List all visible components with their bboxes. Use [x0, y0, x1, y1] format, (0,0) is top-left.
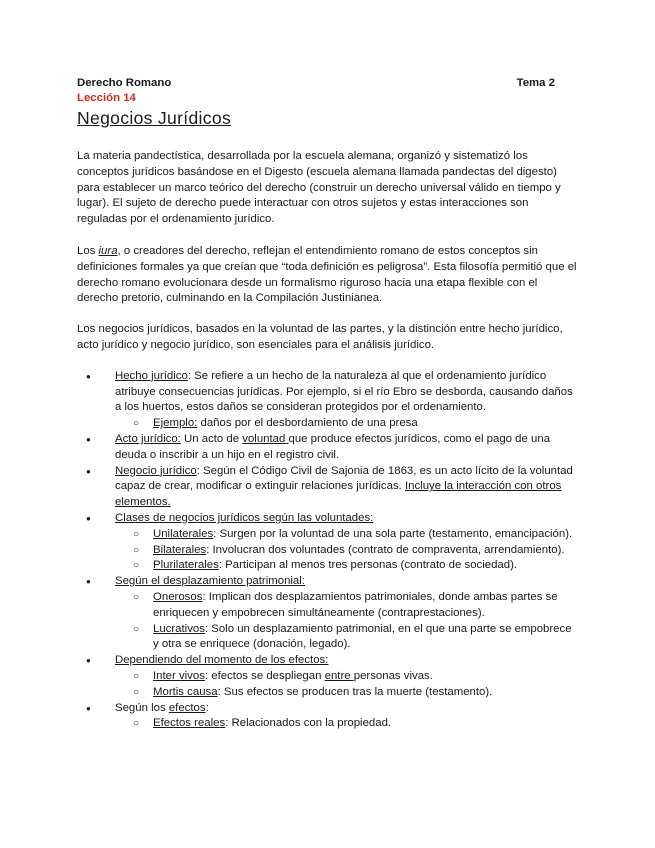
paragraph-pandectistica: La materia pandectística, desarrollada por la escuela alemana, organizó y sistematizó los conceptos jurídicos basándose en el Digesto (escuela alemana llamada pandectas del digesto) para establecer un marco teórico del derecho (construir un derecho universal válido en tiempo y lugar). El sujeto de derecho puede interactuar con otros sujetos y estas interacciones son reguladas por el ordenamiento jurídico.	[77, 150, 561, 226]
list-item-clases	[77, 511, 577, 574]
document-page	[77, 76, 577, 732]
list-item-unilaterales	[115, 527, 577, 543]
acto-term: Acto jurídico:	[115, 432, 181, 445]
mortis-causa-text: : Sus efectos se producen tras la muerte (testamento).	[217, 685, 493, 698]
efectos-post: :	[205, 701, 209, 714]
negocio-term: Negocio jurídico	[115, 464, 197, 477]
list-item-lucrativos	[115, 622, 577, 654]
plurilaterales-term: Plurilaterales	[153, 559, 219, 572]
bilaterales-term: Bilaterales	[153, 543, 207, 556]
lucrativos-term: Lucrativos	[153, 622, 205, 635]
ejemplo-term: Ejemplo:	[153, 417, 198, 430]
list-item-efectos-reales	[115, 716, 577, 732]
onerosos-text: : Implican dos desplazamientos patrimoniales, donde ambas partes se enriquecen y empobrecen simultáneamente (contraprestaciones).	[153, 590, 558, 619]
plurilaterales-text: : Participan al menos tres personas (contrato de sociedad).	[218, 559, 518, 572]
list-item-mortis-causa	[115, 685, 577, 701]
hecho-term: Hecho jurídico	[115, 369, 188, 382]
efectos-reales-term: Efectos reales	[153, 717, 226, 730]
ejemplo-text: daños por el desbordamiento de una presa	[197, 417, 418, 430]
efectos-term: efectos	[168, 701, 206, 714]
desplazamiento-sublist	[115, 590, 577, 653]
lesson-label: Lección 14	[77, 92, 136, 104]
unilaterales-text: : Surgen por la voluntad de una sola parte (testamento, emancipación).	[213, 527, 573, 540]
hecho-sublist	[115, 416, 577, 432]
momento-sublist	[115, 669, 577, 701]
document-header	[77, 76, 577, 91]
list-item-bilaterales	[115, 543, 577, 559]
list-item-plurilaterales	[115, 558, 577, 574]
entre-term: entre	[324, 669, 354, 682]
onerosos-term: Onerosos	[153, 590, 203, 603]
acto-text-b: que produce efectos jurídicos, como el pago de una deuda o inscribir a un hijo en el registro civil.	[115, 432, 551, 461]
list-item-desplazamiento	[77, 574, 577, 653]
clases-sublist	[115, 527, 577, 574]
inter-vivos-term: Inter vivos	[153, 669, 205, 682]
negocio-text: : Según el Código Civil de Sajonia de 1863, es un acto lícito de la voluntad capaz de crear, modificar o extinguir relaciones jurídicas.	[115, 464, 573, 493]
page-title: Negocios Jurídicos	[77, 108, 232, 128]
paragraph-negocios: Los negocios jurídicos, basados en la voluntad de las partes, y la distinción entre hecho jurídico, acto jurídico y negocio jurídico, son esenciales para el análisis jurídico.	[77, 323, 563, 351]
list-item-onerosos	[115, 590, 577, 622]
clases-term: Clases de negocios jurídicos según las voluntades:	[115, 511, 374, 524]
desplazamiento-term: Según el desplazamiento patrimonial:	[115, 575, 305, 588]
negocio-extra: Incluye la interacción con otros elementos.	[115, 480, 562, 509]
list-item-momento	[77, 653, 577, 700]
mortis-causa-term: Mortis causa	[153, 685, 218, 698]
list-item-negocio	[77, 464, 577, 511]
list-item-inter-vivos	[115, 669, 577, 685]
paragraph-iura-post: , o creadores del derecho, reflejan el entendimiento romano de estos conceptos sin definiciones formales ya que creían que “toda definición es peligrosa”. Esta filosofía permitió que el derecho romano evolucionara desde un formalismo riguroso hacia una etapa flexible con el derecho pretorio, culminando en la Compilación Justinianea.	[77, 244, 577, 305]
voluntad-term: voluntad	[242, 432, 289, 445]
lucrativos-text: : Solo un desplazamiento patrimonial, en el que una parte se empobrece y otra se enriquece (donación, legado).	[153, 622, 572, 651]
paragraph-iura	[77, 244, 577, 307]
unilaterales-term: Unilaterales	[153, 527, 214, 540]
efectos-reales-text: : Relacionados con la propiedad.	[225, 717, 392, 730]
inter-vivos-text-a: : efectos se despliegan	[204, 669, 325, 682]
list-item-hecho	[77, 369, 577, 432]
momento-term: Dependiendo del momento de los efectos:	[115, 654, 329, 667]
efectos-sublist	[115, 716, 577, 732]
iura-term: iura	[98, 244, 118, 257]
hecho-text: : Se refiere a un hecho de la naturaleza al que el ordenamiento jurídico atribuye consecuencias jurídicas. Por ejemplo, si el río Ebro se desborda, causando daños a los huertos, estos daños se consideran protegidos por el ordenamiento.	[115, 369, 573, 414]
inter-vivos-text-b: personas vivas.	[353, 669, 433, 682]
concepts-list	[77, 369, 577, 732]
topic-label: Tema 2	[516, 77, 555, 89]
list-item-ejemplo	[115, 416, 577, 432]
paragraph-iura-pre: Los	[77, 244, 99, 257]
course-name: Derecho Romano	[77, 77, 172, 89]
acto-text-a: Un acto de	[180, 432, 243, 445]
list-item-acto	[77, 432, 577, 464]
list-item-efectos	[77, 701, 577, 733]
bilaterales-text: : Involucran dos voluntades (contrato de compraventa, arrendamiento).	[206, 543, 565, 556]
efectos-pre: Según los	[115, 701, 169, 714]
